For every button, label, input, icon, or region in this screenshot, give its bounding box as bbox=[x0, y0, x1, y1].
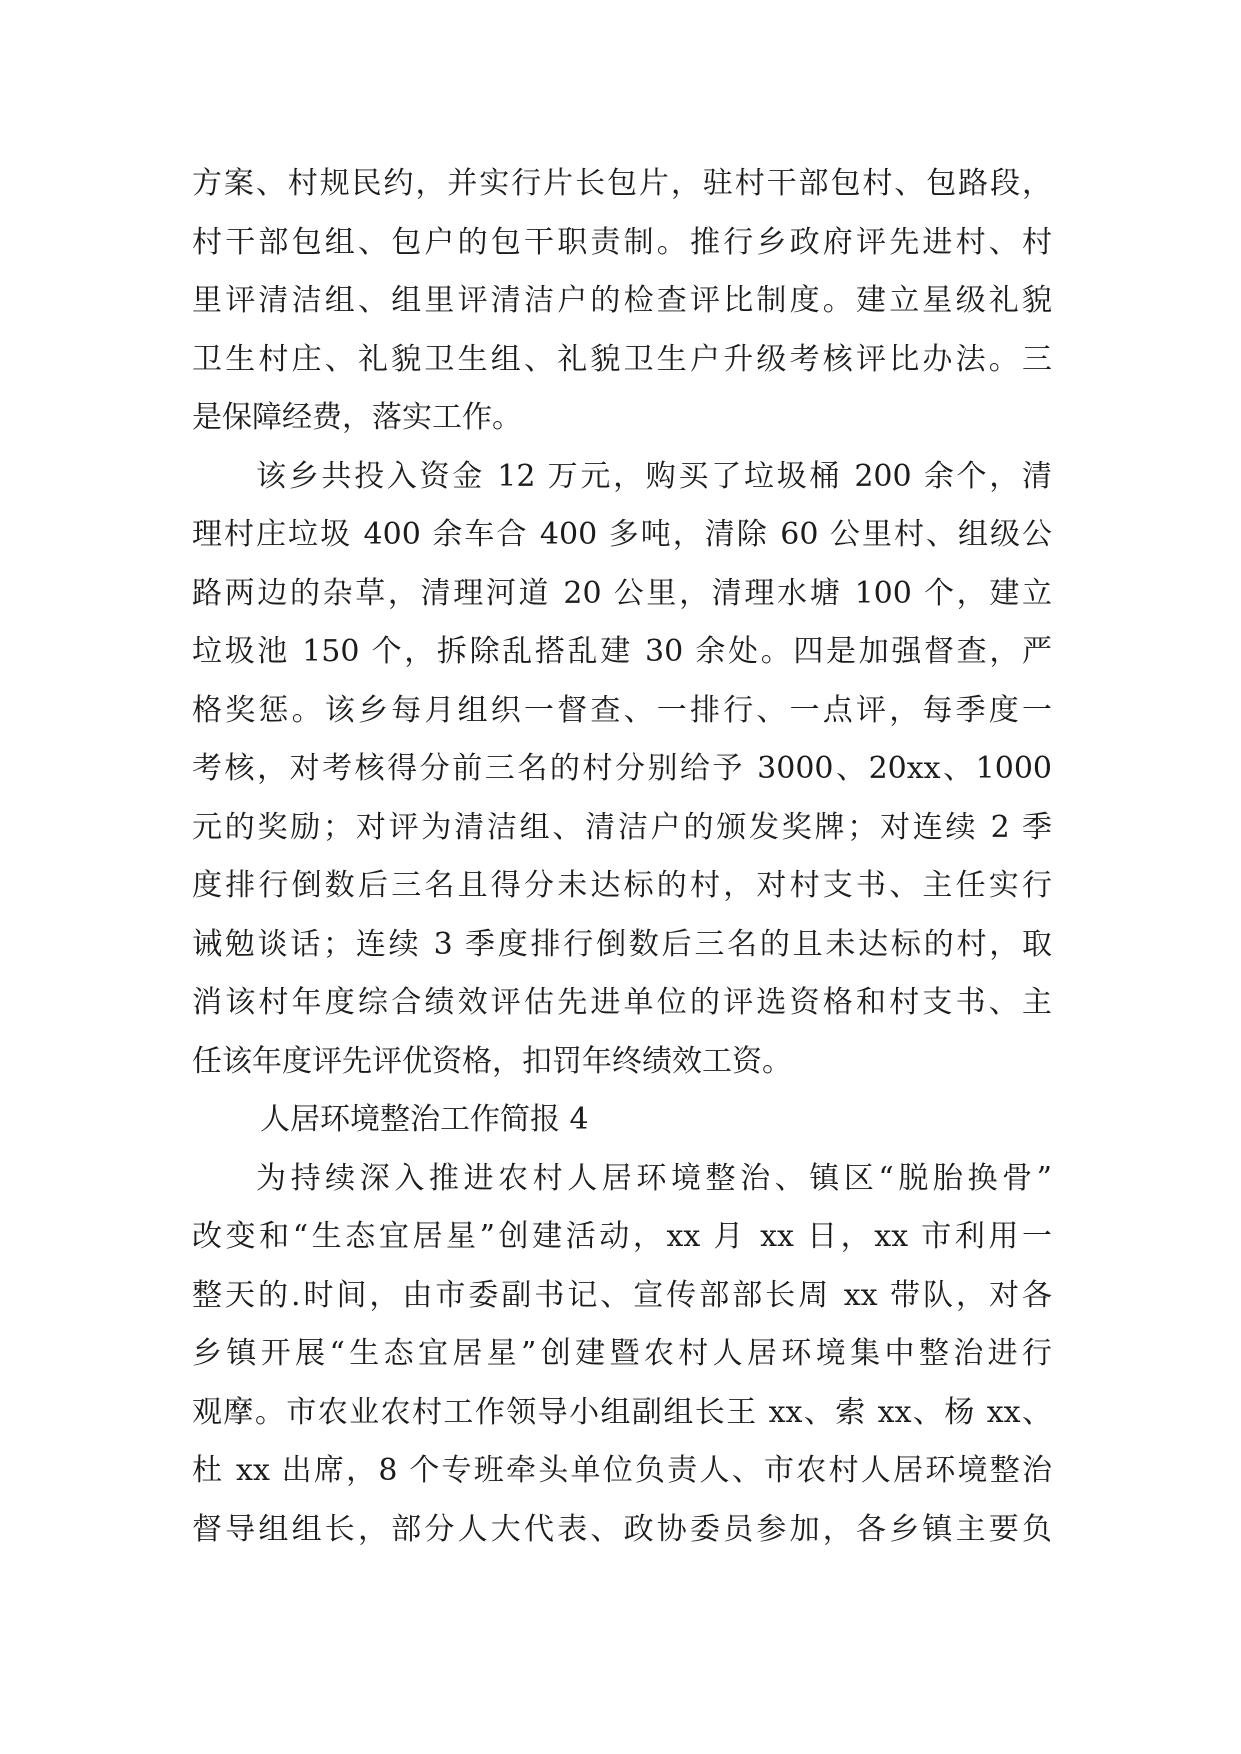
text-line: 方案、村规民约，并实行片长包片，驻村干部包村、包路段， bbox=[192, 166, 1052, 201]
text-line: 元的奖励；对评为清洁组、清洁户的颁发奖牌；对连续 2 季 bbox=[192, 809, 1052, 845]
text-line: 消该村年度综合绩效评估先进单位的评选资格和村支书、主 bbox=[192, 985, 1052, 1020]
text-line: 度排行倒数后三名且得分未达标的村，对村支书、主任实行 bbox=[192, 868, 1052, 903]
text-line: 督导组组长，部分人大代表、政协委员参加，各乡镇主要负 bbox=[192, 1511, 1052, 1547]
paragraph-2 bbox=[192, 448, 1052, 1092]
text-line: 路两边的杂草，清理河道 20 公里，清理水塘 100 个，建立 bbox=[192, 575, 1052, 611]
text-line: 改变和“生态宜居星”创建活动，xx 月 xx 日，xx 市利用一 bbox=[192, 1219, 1052, 1254]
paragraph-1 bbox=[192, 155, 1052, 448]
text-line: 是保障经费，落实工作。 bbox=[192, 400, 522, 435]
text-line: 乡镇开展“生态宜居星”创建暨农村人居环境集中整治进行 bbox=[192, 1336, 1052, 1371]
text-line: 整天的.时间，由市委副书记、宣传部部长周 xx 带队，对各 bbox=[192, 1277, 1052, 1313]
paragraph-3 bbox=[192, 1150, 1052, 1560]
text-line: 杜 xx 出席，8 个专班牵头单位负责人、市农村人居环境整治 bbox=[192, 1453, 1052, 1488]
document-body bbox=[192, 155, 1052, 1559]
text-line: 该乡共投入资金 12 万元，购买了垃圾桶 200 余个，清 bbox=[256, 458, 1052, 494]
text-line: 考核，对考核得分前三名的村分别给予 3000、20xx、1000 bbox=[192, 751, 1052, 786]
text-line: 诫勉谈话；连续 3 季度排行倒数后三名的且未达标的村，取 bbox=[192, 926, 1052, 962]
text-line: 格奖惩。该乡每月组织一督查、一排行、一点评，每季度一 bbox=[192, 692, 1052, 728]
text-line: 里评清洁组、组里评清洁户的检查评比制度。建立星级礼貌 bbox=[192, 283, 1052, 318]
section-title: 人居环境整治工作简报 4 bbox=[260, 1102, 589, 1137]
text-line: 观摩。市农业农村工作领导小组副组长王 xx、索 xx、杨 xx、 bbox=[192, 1394, 1052, 1430]
text-line: 理村庄垃圾 400 余车合 400 多吨，清除 60 公里村、组级公 bbox=[192, 517, 1052, 552]
text-line: 为持续深入推进农村人居环境整治、镇区“脱胎换骨” bbox=[256, 1160, 1052, 1196]
text-line: 卫生村庄、礼貌卫生组、礼貌卫生户升级考核评比办法。三 bbox=[192, 341, 1052, 377]
text-line: 任该年度评先评优资格，扣罚年终绩效工资。 bbox=[192, 1043, 792, 1079]
text-line: 村干部包组、包户的包干职责制。推行乡政府评先进村、村 bbox=[192, 224, 1052, 260]
text-line: 垃圾池 150 个，拆除乱搭乱建 30 余处。四是加强督查，严 bbox=[192, 634, 1052, 669]
